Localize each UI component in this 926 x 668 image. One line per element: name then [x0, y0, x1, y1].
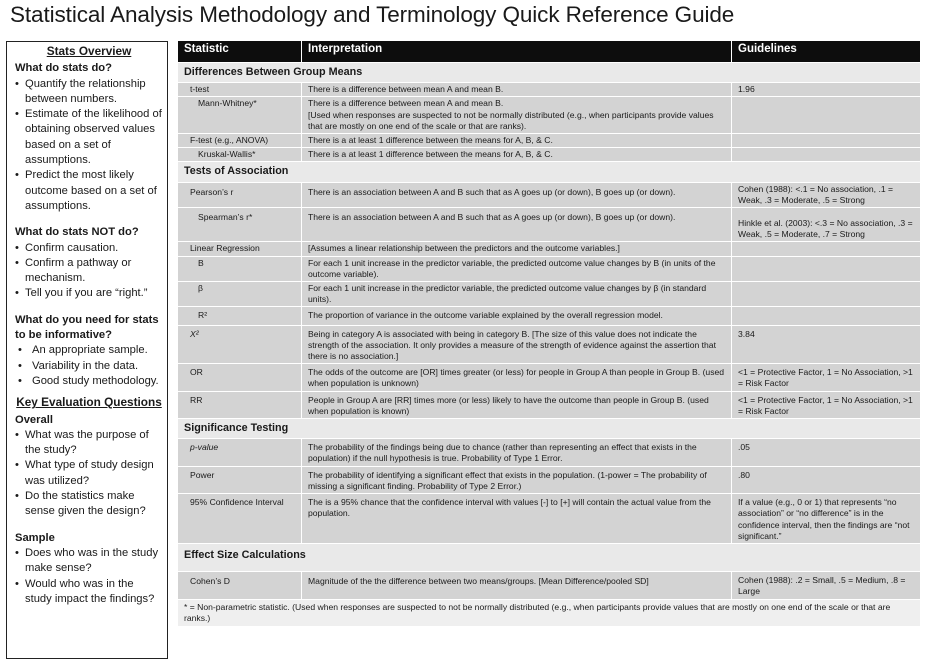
cell-interpretation: There is a at least 1 difference between the means for A, B, & C. [302, 148, 732, 162]
cell-statistic: 95% Confidence Interval [178, 494, 302, 544]
cell-guidelines: <1 = Protective Factor, 1 = No Association, >1 = Risk Factor [732, 364, 921, 391]
section-title: Tests of Association [178, 162, 921, 182]
cell-guidelines [732, 97, 921, 134]
cell-guidelines: .80 [732, 466, 921, 493]
table-row [178, 391, 921, 418]
cell-guidelines: 1.96 [732, 83, 921, 97]
table-row [178, 256, 921, 281]
cell-interpretation: Being in category A is associated with being in category B. [The size of this value does not indicate the strength of the association. It only provides a measure of the strength of evidence against the assertion that there is no association.] [302, 325, 732, 364]
cell-guidelines: Cohen (1988): <.1 = No association, .1 = Weak, .3 = Moderate, .5 = Strong [732, 182, 921, 207]
list-item: • Would who was in the study impact the findings? [15, 577, 163, 608]
cell-interpretation: The probability of the findings being due to chance (rather than representing an effect that exists in the population) if the null hypothesis is true. Probability of Type 1 Error. [302, 439, 732, 466]
what-stats-not-do-heading: What do stats NOT do? [15, 226, 139, 239]
list-item: • Confirm a pathway or mechanism. [15, 256, 163, 287]
section-row [178, 162, 921, 182]
overall-list [15, 428, 163, 520]
cell-statistic: t-test [178, 83, 302, 97]
cell-guidelines: If a value (e.g., 0 or 1) that represents “no association” or “no difference” is in the confidence interval, then the findings are “not significant.” [732, 494, 921, 544]
list-item: • Tell you if you are “right.” [15, 286, 163, 301]
page-title: Statistical Analysis Methodology and Terminology Quick Reference Guide [10, 2, 735, 27]
reference-table [177, 40, 921, 627]
cell-statistic: Spearman’s r* [178, 208, 302, 242]
cell-interpretation: There is a at least 1 difference between the means for A, B, & C. [302, 134, 732, 148]
section-title: Differences Between Group Means [178, 63, 921, 83]
what-stats-not-do-list [15, 241, 163, 302]
cell-interpretation: Magnitude of the the difference between two means/groups. [Mean Difference/pooled SD] [302, 572, 732, 599]
table-row [178, 282, 921, 307]
cell-guidelines: 3.84 [732, 325, 921, 364]
footnote-row [178, 599, 921, 626]
what-stats-do-list [15, 77, 163, 215]
sample-heading: Sample [15, 531, 55, 544]
cell-interpretation: There is an association between A and B such that as A goes up (or down), B goes up (or down). [302, 208, 732, 242]
table-row [178, 208, 921, 242]
cell-guidelines [732, 242, 921, 256]
list-item: • Predict the most likely outcome based on a set of assumptions. [15, 168, 163, 214]
list-item: • Quantify the relationship between numbers. [15, 77, 163, 108]
cell-interpretation: There is a difference between mean A and mean B. [302, 83, 732, 97]
list-item: • Good study methodology. [15, 374, 163, 389]
stats-overview-title: Stats Overview [46, 44, 132, 58]
key-evaluation-questions-title: Key Evaluation Questions [16, 395, 162, 410]
cell-statistic: Cohen’s D [178, 572, 302, 599]
what-you-need-list [15, 343, 163, 389]
cell-guidelines: Cohen (1988): .2 = Small, .5 = Medium, .8 = Large [732, 572, 921, 599]
cell-statistic: R² [178, 307, 302, 325]
stats-overview-panel [6, 41, 168, 659]
cell-interpretation: The odds of the outcome are [OR] times greater (or less) for people in Group A than people in Group B. (used when population is unknown) [302, 364, 732, 391]
overall-heading: Overall [15, 413, 53, 426]
sample-list [15, 546, 163, 607]
what-you-need-heading: What do you need for stats to be informative? [15, 313, 159, 342]
list-item: • Does who was in the study make sense? [15, 546, 163, 577]
table-row [178, 466, 921, 493]
table-row [178, 494, 921, 544]
section-title: Effect Size Calculations [178, 543, 921, 571]
cell-statistic: OR [178, 364, 302, 391]
table-row [178, 182, 921, 207]
cell-guidelines [732, 307, 921, 325]
list-item: • What was the purpose of the study? [15, 428, 163, 459]
cell-interpretation: The is a 95% chance that the confidence interval with values [-] to [+] will contain the actual value from the population. [302, 494, 732, 544]
cell-statistic: X² [178, 325, 302, 364]
cell-guidelines [732, 256, 921, 281]
cell-interpretation [302, 97, 732, 134]
list-item: • Do the statistics make sense given the design? [15, 489, 163, 520]
list-item: • An appropriate sample. [15, 343, 163, 358]
list-item: • What type of study design was utilized? [15, 458, 163, 489]
cell-guidelines [732, 282, 921, 307]
table-row [178, 325, 921, 364]
cell-interpretation: For each 1 unit increase in the predictor variable, the predicted outcome value changes by B (in units of the outcome variable). [302, 256, 732, 281]
table-row [178, 97, 921, 134]
cell-statistic: Kruskal-Wallis* [178, 148, 302, 162]
cell-statistic: Mann-Whitney* [178, 97, 302, 134]
cell-interpretation: For each 1 unit increase in the predictor variable, the predicted outcome value changes by β (in standard units). [302, 282, 732, 307]
cell-statistic: p-value [178, 439, 302, 466]
section-row [178, 419, 921, 439]
table-row [178, 439, 921, 466]
cell-guidelines: Hinkle et al. (2003): <.3 = No association, .3 = Weak, .5 = Moderate, .7 = Strong [732, 208, 921, 242]
cell-guidelines: .05 [732, 439, 921, 466]
section-title: Significance Testing [178, 419, 921, 439]
table-row [178, 148, 921, 162]
cell-guidelines [732, 134, 921, 148]
what-stats-do-heading: What do stats do? [15, 62, 112, 75]
cell-guidelines [732, 148, 921, 162]
cell-statistic: F-test (e.g., ANOVA) [178, 134, 302, 148]
table-row [178, 83, 921, 97]
interpretation-line: There is a difference between mean A and mean B. [308, 98, 504, 109]
cell-statistic: RR [178, 391, 302, 418]
cell-interpretation: The probability of identifying a significant effect that exists in the population. (1-power = The probability of missing a significant finding. Probability of Type 2 Error.) [302, 466, 732, 493]
list-item: • Variability in the data. [15, 359, 163, 374]
table-row [178, 134, 921, 148]
list-item: • Estimate of the likelihood of obtaining observed values based on a set of assumptions. [15, 107, 163, 168]
table-row [178, 307, 921, 325]
cell-interpretation: [Assumes a linear relationship between the predictors and the outcome variables.] [302, 242, 732, 256]
header-interpretation: Interpretation [302, 41, 732, 63]
cell-statistic: B [178, 256, 302, 281]
cell-statistic: Power [178, 466, 302, 493]
table-row [178, 364, 921, 391]
footnote: * = Non-parametric statistic. (Used when responses are suspected to not be normally distributed (e.g., when participants provide values that are mostly on one end of the scale or that are ranks.) [178, 599, 921, 626]
cell-statistic: Linear Regression [178, 242, 302, 256]
list-item: • Confirm causation. [15, 241, 163, 256]
cell-guidelines: <1 = Protective Factor, 1 = No Association, >1 = Risk Factor [732, 391, 921, 418]
interpretation-note: [Used when responses are suspected to not be normally distributed (e.g., when participants provide values that are mostly on one end of the scale or that are ranks). [308, 109, 714, 131]
table-header-row [178, 41, 921, 63]
cell-interpretation: The proportion of variance in the outcome variable explained by the overall regression model. [302, 307, 732, 325]
section-row [178, 63, 921, 83]
cell-interpretation: People in Group A are [RR] times more (or less) likely to have the outcome than people in Group B. (used when population is known) [302, 391, 732, 418]
table-row [178, 572, 921, 599]
header-statistic: Statistic [178, 41, 302, 63]
header-guidelines: Guidelines [732, 41, 921, 63]
table-row [178, 242, 921, 256]
cell-statistic: β [178, 282, 302, 307]
section-row [178, 543, 921, 571]
cell-interpretation: There is an association between A and B such that as A goes up (or down), B goes up (or down). [302, 182, 732, 207]
cell-statistic: Pearson’s r [178, 182, 302, 207]
